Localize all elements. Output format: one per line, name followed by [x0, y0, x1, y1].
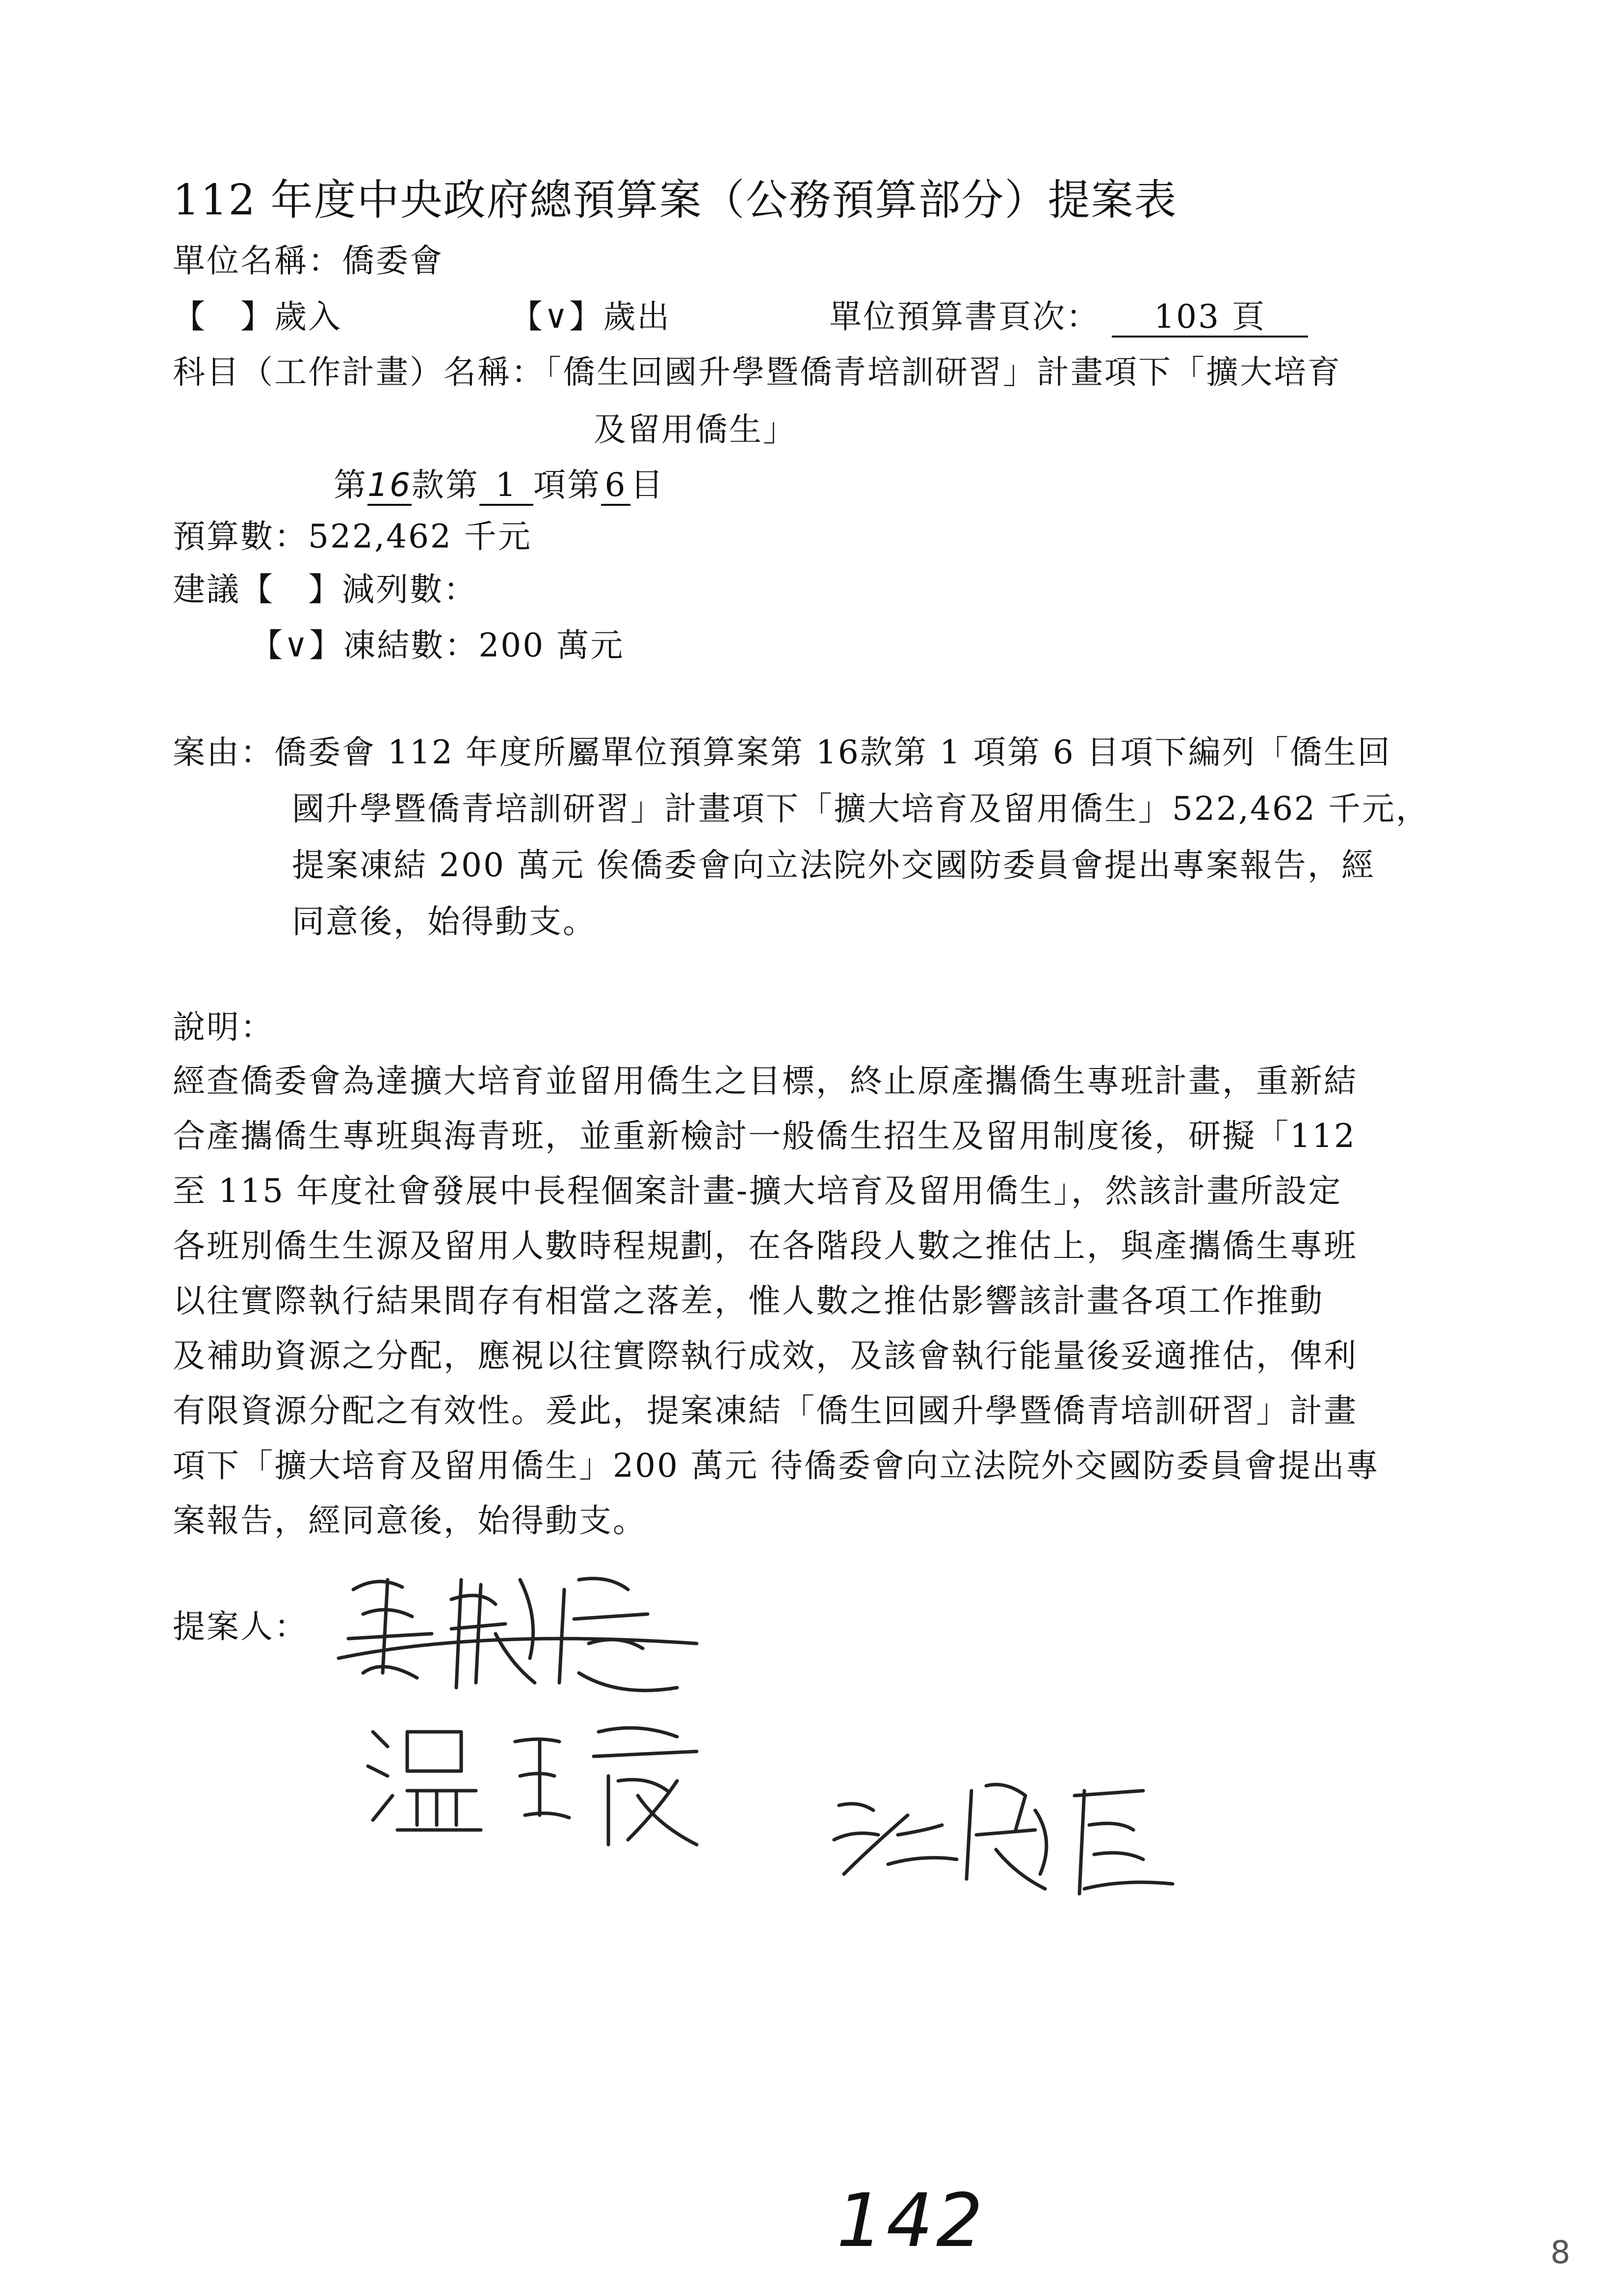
- budget-label: 預算數：: [173, 518, 308, 555]
- reason-line4: 同意後，始得動支。: [292, 903, 597, 940]
- kuan-label: 款第: [412, 466, 479, 504]
- type-row: [173, 290, 342, 337]
- reason-line1: 僑委會 112 年度所屬單位預算案第 16款第 1 項第 6 目項下編列「僑生回: [274, 733, 1391, 771]
- kuan-value: 16: [367, 467, 412, 506]
- budget-page-value: 103 頁: [1112, 298, 1308, 338]
- mu-value: 6: [601, 467, 630, 506]
- item-prefix: 第: [334, 466, 367, 504]
- explanation-line: 至 115 年度社會發展中長程個案計畫-擴大培育及留用僑生」，然該計畫所設定: [173, 1172, 1342, 1210]
- freeze-label: 凍結數：: [343, 626, 479, 664]
- document-title: 112 年度中央政府總預算案（公務預算部分）提案表: [173, 176, 1178, 225]
- expenditure-item: [510, 290, 671, 337]
- revenue-checkbox: 【 】: [173, 298, 274, 336]
- signature-3: [829, 1761, 1202, 1908]
- freeze-value: 200 萬元: [478, 626, 625, 664]
- reduce-label: 減列數：: [342, 571, 477, 608]
- item-row: [334, 459, 664, 506]
- reason-line3: 提案凍結 200 萬元 俟僑委會向立法院外交國防委員會提出專案報告，經: [292, 846, 1375, 884]
- subject-line2: 及留用僑生」: [594, 411, 797, 448]
- handwritten-page-number: 142: [837, 2178, 986, 2264]
- mu-label: 目: [630, 466, 664, 504]
- budget-row: [173, 510, 532, 557]
- signature-2: [363, 1712, 716, 1859]
- subject-line1: 「僑生回國升學暨僑青培訓研習」計畫項下「擴大培育: [545, 353, 1341, 391]
- budget-value: 522,462 千元: [308, 518, 532, 555]
- signature-1: [334, 1560, 707, 1707]
- explanation-line: 及補助資源之分配，應視以往實際執行成效，及該會執行能量後妥適推估，俾利: [173, 1337, 1358, 1375]
- explanation-line: 案報告，經同意後，始得動支。: [173, 1502, 647, 1539]
- explanation-line: 以往實際執行結果間存有相當之落差，惟人數之推估影響該計畫各項工作推動: [173, 1282, 1324, 1320]
- explanation-line: 各班別僑生生源及留用人數時程規劃，在各階段人數之推估上，與產攜僑生專班: [173, 1227, 1358, 1265]
- reduce-checkbox: 【 】: [240, 571, 342, 608]
- freeze-checkbox: 【∨】: [250, 626, 343, 664]
- expenditure-checkbox: 【∨】: [510, 298, 603, 336]
- revenue-label: 歲入: [274, 298, 342, 336]
- budget-page-label: 單位預算書頁次：: [829, 298, 1100, 336]
- proposers-label: 提案人：: [173, 1608, 308, 1645]
- xiang-label: 項第: [533, 466, 601, 504]
- explanation-line: 經查僑委會為達擴大培育並留用僑生之目標，終止原產攜僑生專班計畫，重新結: [173, 1062, 1358, 1100]
- explanation-line: 有限資源分配之有效性。爰此，提案凍結「僑生回國升學暨僑青培訓研習」計畫: [173, 1392, 1358, 1430]
- explanation-label: 說明：: [173, 1008, 274, 1046]
- subject-row: [173, 346, 1341, 392]
- expenditure-label: 歲出: [603, 298, 671, 336]
- xiang-value: 1: [479, 467, 533, 506]
- reduce-row: [173, 563, 477, 610]
- unit-row: [173, 235, 444, 281]
- unit-value: 僑委會: [342, 242, 444, 280]
- freeze-row: [250, 619, 624, 666]
- budget-page-item: [829, 290, 1308, 338]
- unit-label: 單位名稱：: [173, 242, 342, 280]
- subject-label: 科目（工作計畫）名稱：: [173, 353, 545, 391]
- reason-row: [173, 726, 1391, 773]
- reason-label: 案由：: [173, 733, 274, 771]
- explanation-line: 合產攜僑生專班與海青班，並重新檢討一般僑生招生及留用制度後，研擬「112: [173, 1117, 1356, 1155]
- explanation-line: 項下「擴大培育及留用僑生」200 萬元 待僑委會向立法院外交國防委員會提出專: [173, 1447, 1380, 1485]
- reason-line2: 國升學暨僑青培訓研習」計畫項下「擴大培育及留用僑生」522,462 千元，: [292, 790, 1430, 828]
- proposal-label: 建議: [173, 571, 240, 608]
- page-number: 8: [1550, 2235, 1571, 2271]
